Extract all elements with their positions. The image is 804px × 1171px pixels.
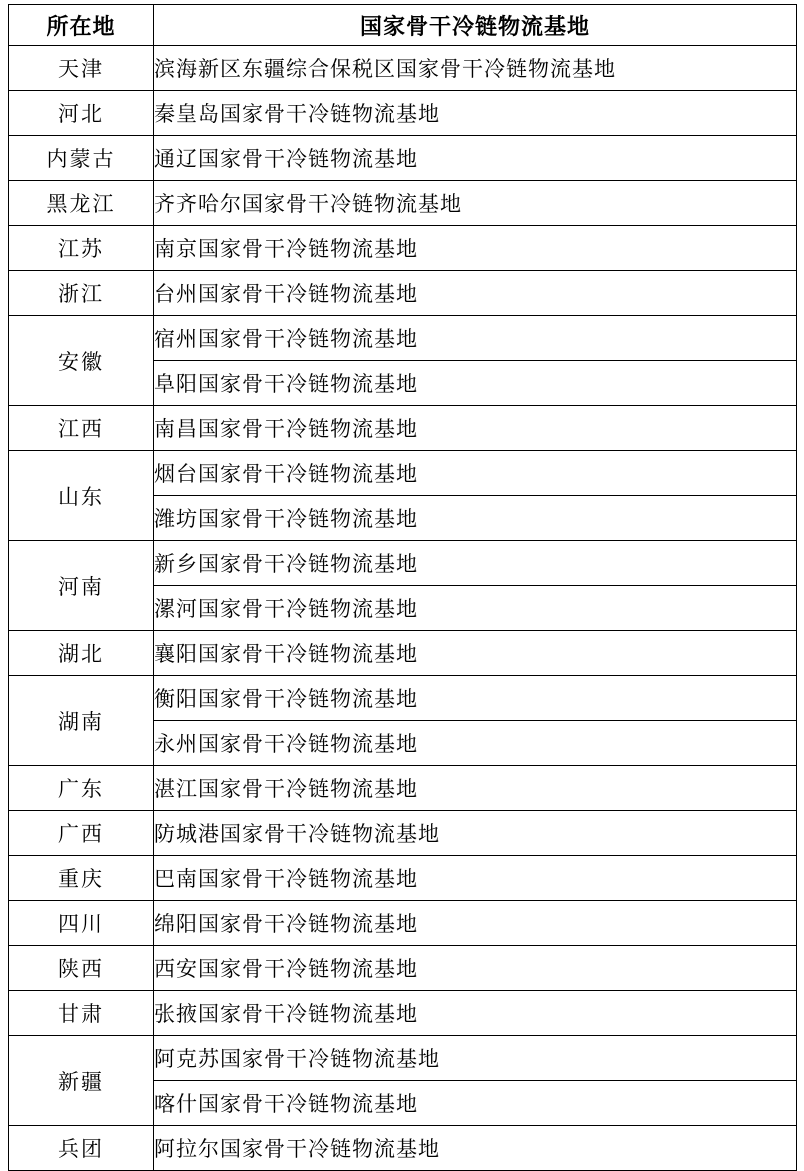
table-row <box>9 316 797 361</box>
region-cell: 湖北 <box>9 631 154 676</box>
region-cell: 四川 <box>9 901 154 946</box>
table-row <box>9 91 797 136</box>
base-name-cell: 阜阳国家骨干冷链物流基地 <box>154 361 797 406</box>
table-row <box>9 991 797 1036</box>
base-name-cell: 阿克苏国家骨干冷链物流基地 <box>154 1036 797 1081</box>
column-header-region: 所在地 <box>9 5 154 46</box>
region-cell: 天津 <box>9 46 154 91</box>
table-row <box>9 676 797 721</box>
table-row <box>9 46 797 91</box>
region-cell: 浙江 <box>9 271 154 316</box>
base-name-cell: 齐齐哈尔国家骨干冷链物流基地 <box>154 181 797 226</box>
table-row <box>9 1126 797 1171</box>
base-name-cell: 南京国家骨干冷链物流基地 <box>154 226 797 271</box>
base-name-cell: 湛江国家骨干冷链物流基地 <box>154 766 797 811</box>
region-cell: 河北 <box>9 91 154 136</box>
table-row <box>9 541 797 586</box>
cold-chain-base-table <box>8 4 797 1171</box>
region-cell: 安徽 <box>9 316 154 406</box>
table-row <box>9 811 797 856</box>
region-cell: 山东 <box>9 451 154 541</box>
base-name-cell: 永州国家骨干冷链物流基地 <box>154 721 797 766</box>
base-name-cell: 西安国家骨干冷链物流基地 <box>154 946 797 991</box>
base-name-cell: 襄阳国家骨干冷链物流基地 <box>154 631 797 676</box>
table-header <box>9 5 797 46</box>
table-row <box>9 946 797 991</box>
region-cell: 新疆 <box>9 1036 154 1126</box>
region-cell: 内蒙古 <box>9 136 154 181</box>
base-name-cell: 南昌国家骨干冷链物流基地 <box>154 406 797 451</box>
table-row <box>9 1036 797 1081</box>
region-cell: 河南 <box>9 541 154 631</box>
region-cell: 陕西 <box>9 946 154 991</box>
base-name-cell: 喀什国家骨干冷链物流基地 <box>154 1081 797 1126</box>
base-name-cell: 漯河国家骨干冷链物流基地 <box>154 586 797 631</box>
base-name-cell: 秦皇岛国家骨干冷链物流基地 <box>154 91 797 136</box>
base-name-cell: 张掖国家骨干冷链物流基地 <box>154 991 797 1036</box>
region-cell: 湖南 <box>9 676 154 766</box>
base-name-cell: 烟台国家骨干冷链物流基地 <box>154 451 797 496</box>
base-name-cell: 防城港国家骨干冷链物流基地 <box>154 811 797 856</box>
base-name-cell: 巴南国家骨干冷链物流基地 <box>154 856 797 901</box>
region-cell: 重庆 <box>9 856 154 901</box>
table-body <box>9 46 797 1171</box>
table-row <box>9 766 797 811</box>
base-name-cell: 宿州国家骨干冷链物流基地 <box>154 316 797 361</box>
region-cell: 甘肃 <box>9 991 154 1036</box>
region-cell: 江苏 <box>9 226 154 271</box>
table-row <box>9 901 797 946</box>
table-row <box>9 406 797 451</box>
base-name-cell: 台州国家骨干冷链物流基地 <box>154 271 797 316</box>
table-row <box>9 181 797 226</box>
table-row <box>9 631 797 676</box>
table-row <box>9 451 797 496</box>
base-name-cell: 衡阳国家骨干冷链物流基地 <box>154 676 797 721</box>
table-row <box>9 226 797 271</box>
base-name-cell: 绵阳国家骨干冷链物流基地 <box>154 901 797 946</box>
table-row <box>9 856 797 901</box>
table-row <box>9 271 797 316</box>
base-name-cell: 滨海新区东疆综合保税区国家骨干冷链物流基地 <box>154 46 797 91</box>
region-cell: 江西 <box>9 406 154 451</box>
region-cell: 兵团 <box>9 1126 154 1171</box>
table-header-row <box>9 5 797 46</box>
base-name-cell: 阿拉尔国家骨干冷链物流基地 <box>154 1126 797 1171</box>
region-cell: 黑龙江 <box>9 181 154 226</box>
base-name-cell: 通辽国家骨干冷链物流基地 <box>154 136 797 181</box>
region-cell: 广西 <box>9 811 154 856</box>
table-row <box>9 136 797 181</box>
base-name-cell: 新乡国家骨干冷链物流基地 <box>154 541 797 586</box>
region-cell: 广东 <box>9 766 154 811</box>
column-header-base-name: 国家骨干冷链物流基地 <box>154 5 797 46</box>
base-name-cell: 潍坊国家骨干冷链物流基地 <box>154 496 797 541</box>
